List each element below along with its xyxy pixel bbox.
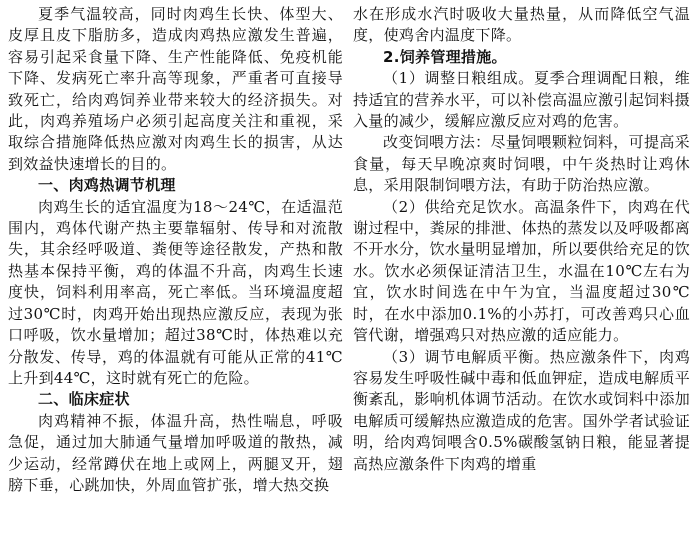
- ration-paragraph: （1）调整日粮组成。夏季合理调配日粮，维持适宜的营养水平，可以补偿高温应激引起饲料摄入量的减少，缓解应激反应对鸡的危害。: [353, 69, 690, 131]
- mechanism-paragraph: 肉鸡生长的适宜温度为18～24℃，在适温范围内，鸡体代谢产热主要靠辐射、传导和对流散失，其余经呼吸道、粪便等途径散发，产热和散热基本保持平衡，鸡的体温不升高，肉鸡生长速度快，饲料利用率高，死亡率低。当环境温度超过30℃时，肉鸡开始出现热应激反应，表现为张口呼吸，饮水量增加；超过38℃时，体热难以充分散发、传导，鸡的体温就有可能从正常的41℃上升到44℃，这时就有死亡的危险。: [8, 197, 343, 387]
- subsection-heading-feeding: 2.饲养管理措施。: [383, 47, 507, 66]
- symptoms-paragraph: 肉鸡精神不振，体温升高，热性喘息，呼吸急促，通过加大肺通气量增加呼吸道的散热，减少运动，经常蹲伏在地上或网上，两腿叉开，翅膀下垂，心跳加快，外周血管扩张，增大热交换: [8, 411, 343, 494]
- electrolyte-paragraph: （3）调节电解质平衡。热应激条件下，肉鸡容易发生呼吸性碱中毒和低血钾症，造成电解质平衡紊乱，影响机体调节活动。在饮水或饲料中添加电解质可缓解热应激造成的危害。国外学者试验证明，给肉鸡饲喂含0.5%碳酸氢钠日粮，能显著提高热应激条件下肉鸡的增重: [353, 347, 690, 473]
- water-paragraph: （2）供给充足饮水。高温条件下，肉鸡在代谢过程中，粪尿的排泄、体热的蒸发以及呼吸都离不开水分，饮水量明显增加，所以要供给充足的饮水。饮水必须保证清洁卫生，水温在10℃左右为宜，饮水时间选在中午为宜，当温度超过30℃时，在水中添加0.1%的小苏打，可改善鸡只心血管代谢，增强鸡只对热应激的适应能力。: [353, 197, 690, 345]
- continued-paragraph: 水在形成水汽时吸收大量热量，从而降低空气温度，使鸡舍内温度下降。: [353, 5, 690, 45]
- left-column: [8, 4, 343, 496]
- right-column: [353, 4, 690, 475]
- intro-paragraph: 夏季气温较高，同时肉鸡生长快、体型大、皮厚且皮下脂肪多，造成肉鸡热应激发生普遍，容易引起采食量下降、生产性能降低、免疫机能下降、发病死亡率升高等现象，严重者可直接导致死亡，给肉鸡饲养业带来较大的经济损失。对此，肉鸡养殖场户必须引起高度关注和重视，采取综合措施降低热应激对肉鸡生长的损害，从达到效益快速增长的目的。: [8, 5, 343, 173]
- section-heading-mechanism: 一、肉鸡热调节机理: [38, 176, 176, 195]
- feeding-method-paragraph: 改变饲喂方法：尽量饲喂颗粒饲料，可提高采食量，每天早晚凉爽时饲喂，中午炎热时让鸡休息，采用限制饲喂方法，有助于防治热应激。: [353, 133, 690, 195]
- section-heading-symptoms: 二、临床症状: [38, 390, 130, 409]
